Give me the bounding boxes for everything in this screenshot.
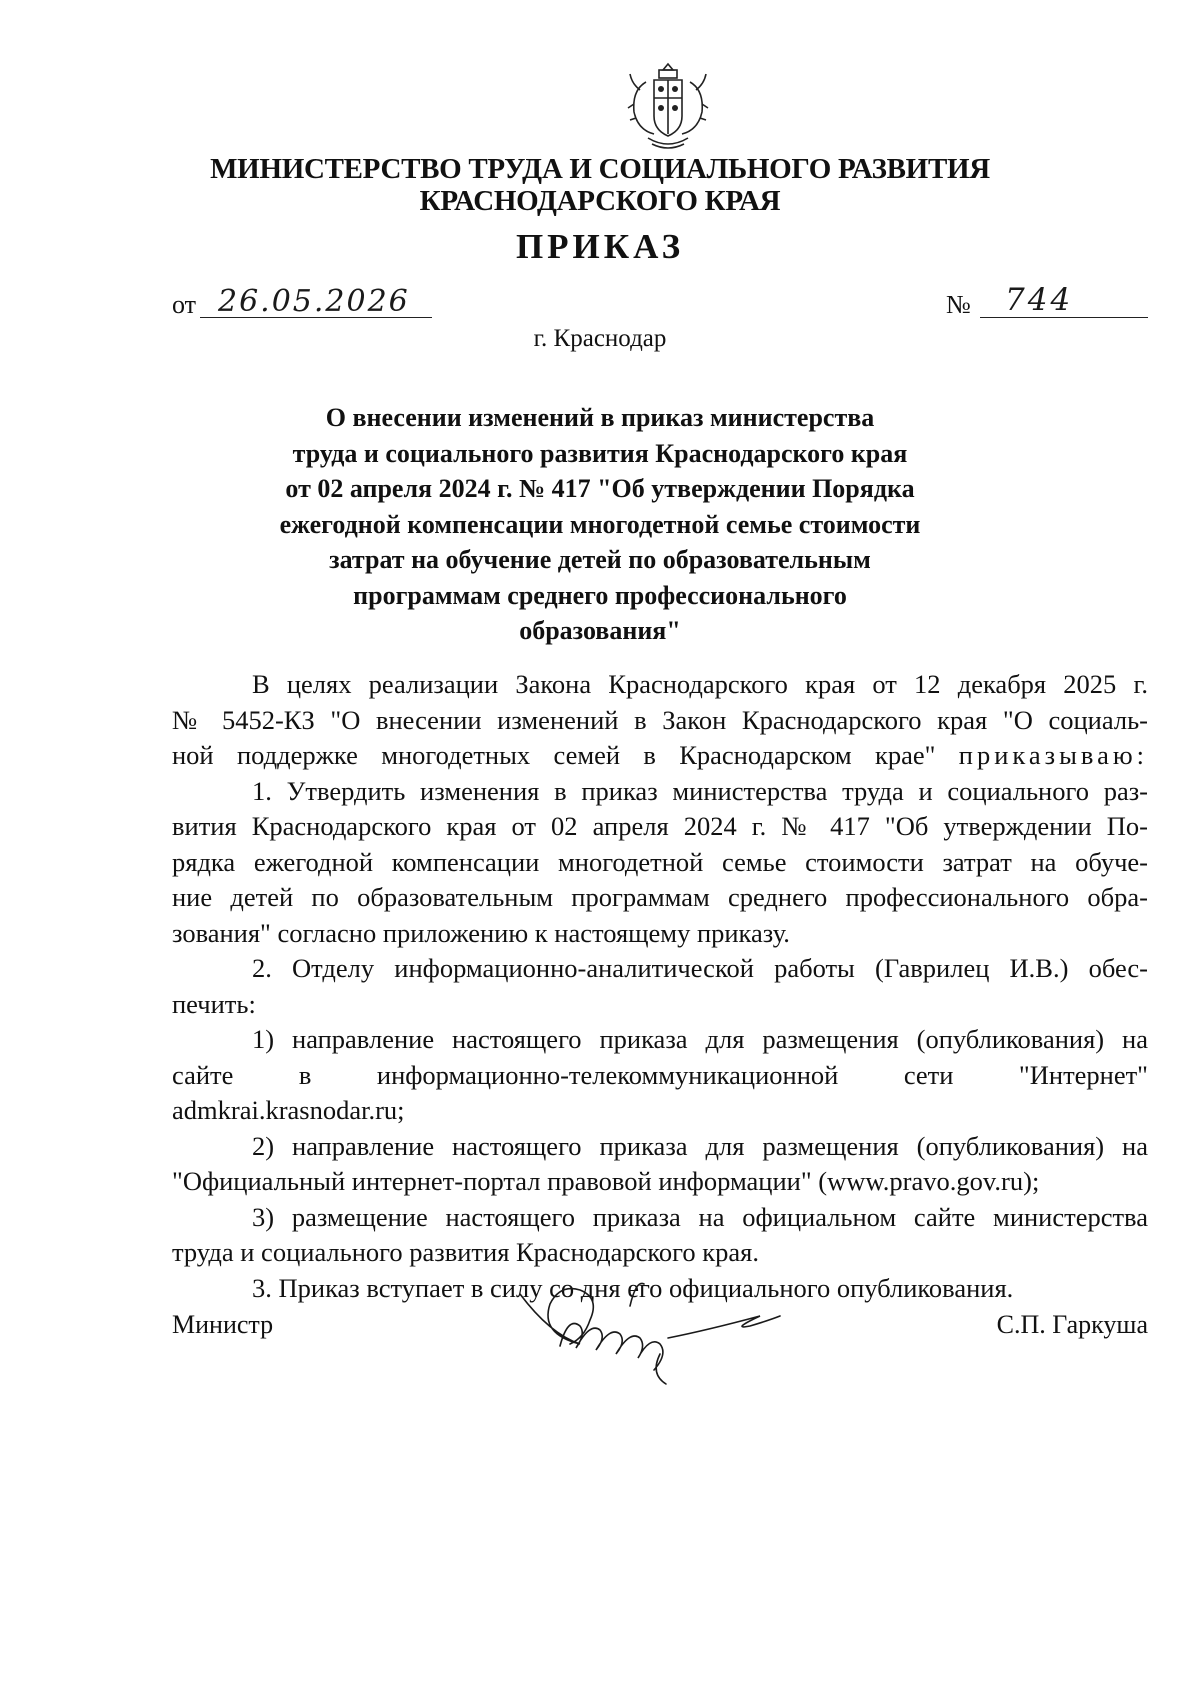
handwritten-number: 744 [1005,282,1074,318]
body-line: рядка ежегодной компенсации многодетной семье стоимости затрат на обуче- [172,846,1148,877]
date-label: от [172,290,197,319]
spaced-word: приказываю: [958,740,1149,770]
signatory-position: Министр [172,1310,274,1339]
body-line: печить: [172,988,256,1019]
signatory-name: С.П. Гаркуша [996,1310,1148,1339]
document-title: ПРИКАЗ [515,227,685,266]
body-line: 3. Приказ вступает в силу со дня его официального опубликования. [252,1272,1014,1303]
subject-line: труда и социального развития Краснодарского края [292,438,908,468]
body-line: труда и социального развития Краснодарского края. [172,1237,759,1267]
body-line-with-spaced-word [172,738,1148,774]
body-line: ние детей по образовательным программам среднего профессионального обра- [172,882,1148,912]
body-line: вития Краснодарского края от 02 апреля 2024 г. № 417 "Об утверждении По- [172,811,1148,841]
body-line: 1) направление настоящего приказа для размещения (опубликования) на [252,1024,1148,1054]
order-subject [0,400,1200,649]
handwritten-signature [500,1270,800,1390]
body-line: зования" согласно приложению к настоящему приказу. [172,917,790,948]
body-line: 2. Отделу информационно-аналитической работы (Гаврилец И.В.) обес- [252,953,1148,983]
subject-line: затрат на обучение детей по образовательным [329,545,871,574]
body-line: "Официальный интернет-портал правовой информации" (www.pravo.gov.ru); [172,1166,1040,1196]
body-line: 1. Утвердить изменения в приказ министерства труда и социального раз- [252,775,1148,806]
order-body [172,667,1148,1306]
body-text: ной поддержке многодетных семей в Краснодарском крае" [172,740,936,770]
body-line: сайте в информационно-телекоммуникационной сети "Интернет" [172,1059,1148,1090]
subject-line: образования" [519,616,681,645]
number-label: № [946,290,971,319]
subject-line: ежегодной компенсации многодетной семье стоимости [279,509,921,539]
subject-line: О внесении изменений в приказ министерства [325,403,875,432]
subject-line: от 02 апреля 2024 г. № 417 "Об утверждении Порядка [285,474,915,503]
body-line: № 5452-КЗ "О внесении изменений в Закон Краснодарского края "О социаль- [172,704,1148,735]
city-label: г. Краснодар [533,325,667,352]
handwritten-date: 26.05.2026 [218,284,410,319]
body-line: admkrai.krasnodar.ru; [172,1095,405,1125]
subject-line: программам среднего профессионального [353,580,847,610]
body-line: 3) размещение настоящего приказа на официальном сайте министерства [252,1201,1148,1232]
coat-of-arms-emblem [626,60,710,152]
body-line: 2) направление настоящего приказа для размещения (опубликования) на [252,1130,1148,1161]
ministry-name-line1: МИНИСТЕРСТВО ТРУДА И СОЦИАЛЬНОГО РАЗВИТИЯ [210,153,990,185]
body-line: В целях реализации Закона Краснодарского края от 12 декабря 2025 г. [252,669,1148,699]
ministry-name-line2: КРАСНОДАРСКОГО КРАЯ [419,185,781,217]
